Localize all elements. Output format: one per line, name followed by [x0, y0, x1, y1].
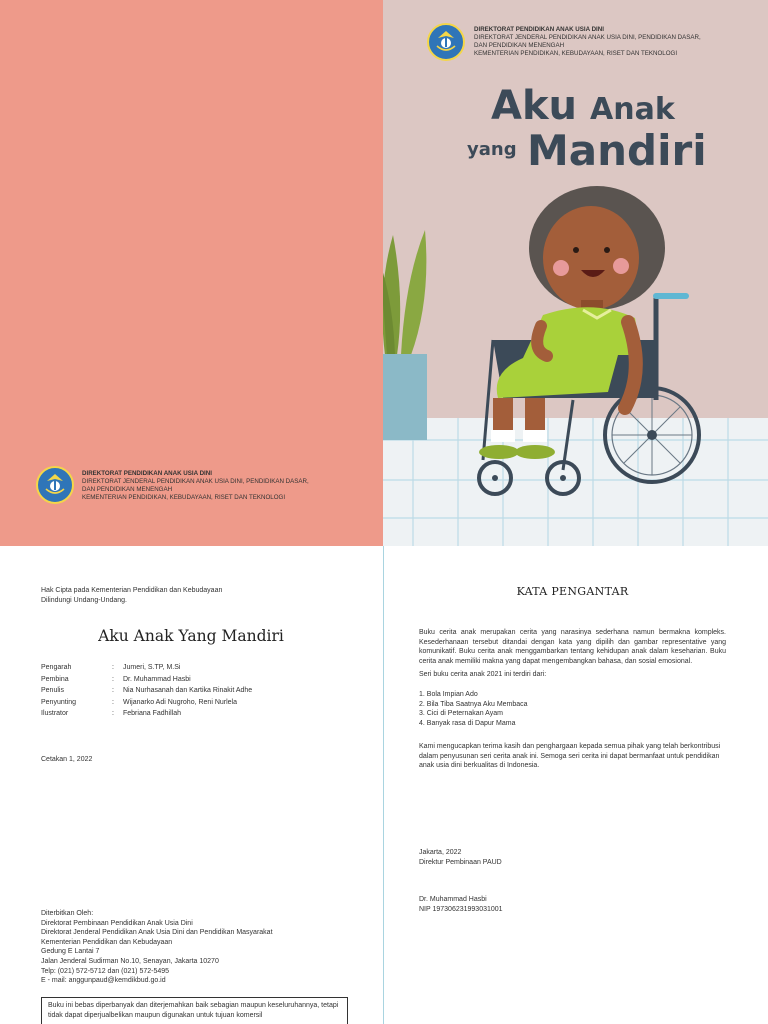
signature-place-block	[419, 848, 726, 867]
credit-colon: :	[112, 664, 114, 671]
credit-row	[41, 662, 361, 674]
kata-pengantar-title: KATA PENGANTAR	[516, 585, 629, 598]
credit-name: Wijanarko Adi Nugroho, Reni Nurlela	[123, 698, 237, 706]
published-line: E - mail: anggunpaud@kemdikbud.go.id	[41, 977, 166, 985]
book-title: Aku Anak Yang Mandiri	[98, 627, 284, 645]
series-list	[419, 690, 726, 728]
credit-role: Pengarah	[41, 664, 72, 671]
cover-title-anak: Anak	[590, 92, 675, 127]
copyright-line2: Dilindungi Undang-Undang.	[41, 596, 128, 604]
credit-colon: :	[112, 698, 114, 706]
credit-name: Nia Nurhasanah dan Kartika Rinakit Adhe	[123, 687, 253, 695]
free-distribution-notice: Buku ini bebas diperbanyak dan diterjemahkan baik sebagian maupun keseluruhannya, tetapi tidak dapat diperjualbelikan maupun digunakan untuk tujuan komersil	[41, 997, 348, 1024]
cover-title-aku: Aku	[491, 83, 578, 129]
published-line: Direktorat Pembinaan Pendidikan Anak Usia Dini	[41, 919, 193, 927]
cover-illustration	[383, 0, 768, 546]
credit-row	[41, 674, 361, 686]
published-by-block	[41, 909, 341, 986]
page-divider	[383, 546, 384, 1024]
publisher-line2: DIREKTORAT JENDERAL PENDIDIKAN ANAK USIA DINI, PENDIDIKAN DASAR,	[474, 34, 701, 41]
credit-row	[41, 697, 361, 709]
credit-row	[41, 685, 361, 697]
credit-role: Ilustrator	[41, 710, 69, 718]
edition-text: Cetakan 1, 2022	[41, 756, 93, 763]
publisher-line4: KEMENTERIAN PENDIDIKAN, KEBUDAYAAN, RISET DAN TEKNOLOGI	[82, 494, 286, 501]
publisher-line3: DAN PENDIDIKAN MENENGAH	[474, 42, 565, 49]
published-line: Gedung E Lantai 7	[41, 948, 100, 956]
credit-role: Penulis	[41, 687, 64, 695]
copyright-block	[41, 586, 341, 605]
credit-row	[41, 708, 361, 720]
back-cover	[0, 0, 383, 546]
list-item: 3. Cici di Peternakan Ayam	[419, 710, 503, 718]
preface-paragraph-2: Kami mengucapkan terima kasih dan penghargaan kepada semua pihak yang telah berkontribusi dalam penyusunan seri cerita anak ini. Semoga seri cerita ini dapat bermanfaat untuk pendidikan anak usia dini berkualitas di Indonesia.	[419, 743, 721, 770]
publisher-line1: DIREKTORAT PENDIDIKAN ANAK USIA DINI	[82, 470, 212, 477]
publisher-line4: KEMENTERIAN PENDIDIKAN, KEBUDAYAAN, RISET DAN TEKNOLOGI	[474, 50, 678, 57]
series-intro: Seri buku cerita anak 2021 ini terdiri dari:	[419, 671, 547, 678]
published-line: Telp: (021) 572-5712 dan (021) 572-5495	[41, 967, 170, 975]
preface-paragraph-1: Buku cerita anak merupakan cerita yang narasinya sederhana namun bermakna kompleks. Kesederhanaan tersebut ditandai dengan kata yang dipilih dan gambar representative yang komunikatif. Buku cerita anak menggambarkan tentang kehidupan anak dalam keseharian. Buku cerita anak memiliki makna yang dapat mengembangkan bahasa, dan sosial emosional.	[419, 629, 726, 665]
list-item: 1. Bola Impian Ado	[419, 691, 478, 698]
publisher-line1: DIREKTORAT PENDIDIKAN ANAK USIA DINI	[474, 26, 604, 33]
published-line: Jalan Jenderal Sudirman No.10, Senayan, Jakarta 10270	[41, 957, 219, 965]
floor-tiles	[383, 418, 768, 546]
credit-colon: :	[112, 687, 114, 695]
credit-name: Dr. Muhammad Hasbi	[123, 675, 191, 683]
credit-role: Penyunting	[41, 698, 77, 706]
signer-nip: NIP 197306231993031001	[419, 905, 503, 913]
credit-name: Jumeri, S.TP, M.Si	[123, 664, 181, 671]
credit-colon: :	[112, 710, 114, 718]
signature-name-block	[419, 895, 726, 914]
front-cover	[383, 0, 768, 546]
logo-emblem-icon	[41, 471, 69, 499]
publisher-line3: DAN PENDIDIKAN MENENGAH	[82, 486, 173, 493]
credit-role: Pembina	[41, 675, 69, 683]
list-item: 4. Banyak rasa di Dapur Mama	[419, 719, 516, 727]
published-line: Kementerian Pendidikan dan Kebudayaan	[41, 938, 173, 946]
published-line: Diterbitkan Oleh:	[41, 910, 94, 917]
publisher-block-back	[82, 470, 309, 502]
tut-wuri-handayani-logo	[36, 466, 74, 504]
place-date: Jakarta, 2022	[419, 849, 462, 856]
signer-position: Direktur Pembinaan PAUD	[419, 858, 502, 866]
cover-title-yang: yang	[467, 139, 517, 160]
signer-name: Dr. Muhammad Hasbi	[419, 896, 487, 903]
potted-plant	[383, 230, 427, 440]
copyright-line1: Hak Cipta pada Kementerian Pendidikan dan Kebudayaan	[41, 587, 223, 594]
list-item: 2. Bila Tiba Saatnya Aku Membaca	[419, 700, 528, 708]
cover-title-mandiri: Mandiri	[527, 126, 707, 175]
credit-name: Febriana Fadhillah	[123, 710, 181, 718]
published-line: Direktorat Jenderal Pendidikan Anak Usia Dini dan Pendidikan Masyarakat	[41, 929, 273, 937]
publisher-line2: DIREKTORAT JENDERAL PENDIDIKAN ANAK USIA DINI, PENDIDIKAN DASAR,	[82, 478, 309, 485]
credit-colon: :	[112, 675, 114, 683]
credits-list	[41, 662, 361, 720]
